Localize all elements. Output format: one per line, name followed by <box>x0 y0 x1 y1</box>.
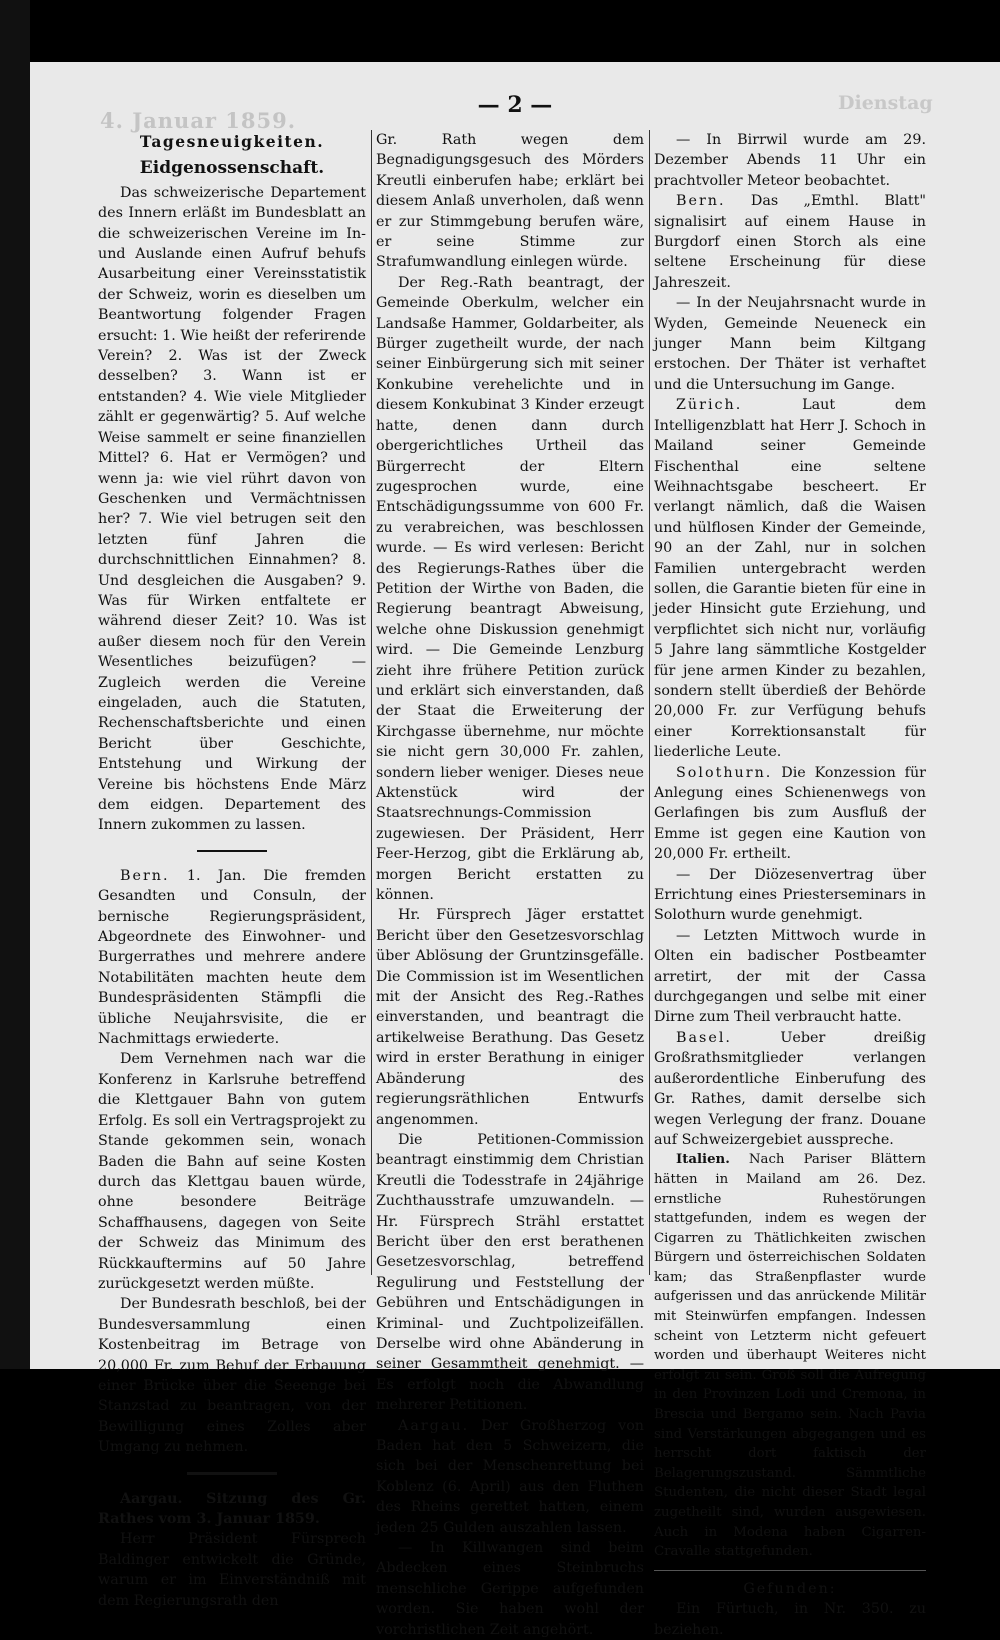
article-birrwil: — In Birrwil wurde am 29. Dezember Abends 11 Uhr ein prachtvoller Meteor beobachtet. <box>654 132 926 189</box>
column-rule-1 <box>371 130 372 1275</box>
article-zuerich <box>654 395 926 762</box>
article-klettgau: Dem Vernehmen nach war die Konferenz in Karlsruhe betreffend die Klettgauer Bahn von gutem Erfolg. Es soll ein Vertragsprojekt zu Stande gekommen sein, wonach Baden die Bahn auf seine Kosten durch das Klettgau bauen würde, ohne besondere Beiträge Schaffhausens, dagegen von Seite der Schweiz das Minimum des Rückkauftermins auf 50 Jahre zurückgesetzt werden müßte. <box>98 1051 366 1292</box>
sitzung-heading: Sitzung des Gr. Rathes vom 3. Januar 1859. <box>98 1490 366 1527</box>
article-text: Laut dem Intelligenzblatt hat Herr J. Schoch in Mailand seiner Gemeinde Fischenthal eine seltene Weihnachtsgabe bescheert. Er verlangt nämlich, daß die Waisen und hülflosen Kinder der Gemeinde, 90 an der Zahl, nur in solchen Familien untergebracht werden sollen, die Garantie bieten für eine in jeder Hinsicht gute Erziehung, und verpflichtet sich nicht nur, vorläufig 5 Jahre lang sämmtliche Kostgelder für jene armen Kinder zu bezahlen, sondern stellt überdieß der Behörde 20,000 Fr. zur Verfügung behufs einer Korrektionsanstalt für liederliche Leute. <box>654 397 927 761</box>
dateline-italien: Italien. <box>676 1152 730 1168</box>
article-aargau-koblenz <box>376 1416 644 1538</box>
dateline-bern-2: Bern. <box>676 193 726 210</box>
dateline-solothurn: Solothurn. <box>676 764 773 781</box>
article-bern-storch <box>654 191 926 293</box>
article-text: Der Großherzog von Baden hat den 5 Schweizern, die sich bei der Menschenrettung bei Koblenz (6. April) aus den Fluthen des Rheins gerettet hatten, einem jeden 25 Gulden auszahlen lassen. <box>376 1417 645 1536</box>
dateline-bern: Bern. <box>120 867 170 884</box>
bleedthrough-date: 4. Januar 1859. <box>100 108 297 133</box>
article-wyden: — In der Neujahrsnacht wurde in Wyden, Gemeinde Neueneck ein junger Mann beim Kiltgang erstochen. Der Thäter ist verhaftet und die Untersuchung im Gange. <box>654 295 926 393</box>
article-italien <box>654 1150 926 1561</box>
article-vereinsstatistik: Das schweizerische Departement des Innern erläßt im Bundesblatt an die schweizerischen Vereine im In- und Auslande einen Aufruf behufs Ausarbeitung einer Vereinsstatistik der Schweiz, worin es dieselben um Beantwortung folgender Fragen ersucht: 1. Wie heißt der referirende Verein? 2. Was ist der Zweck desselben? 3. Wann ist er entstanden? 4. Wie viele Mitglieder zählt er gegenwärtig? 5. Auf welche Weise sammelt er seine finanziellen Mittel? 6. Hat er Vermögen? und wenn ja: wie viel rührt davon von Geschenken und Vermächtnissen her? 7. Wie viel betrugen seit den letzten fünf Jahren die durchschnittlichen Einnahmen? 8. Und desgleichen die Ausgaben? 9. Was für Wirken entfaltete er während dieser Zeit? 10. Was ist außer diesem noch für den Verein Wesentliches beizufügen? — Zugleich werden die Vereine eingeladen, auch die Statuten, Rechenschaftsberichte und einen Bericht über Geschichte, Entstehung und Wirkung der Vereine bis höchstens Ende März dem eidgen. Departement des Innern zukommen zu lassen. <box>98 184 367 834</box>
article-bruecke: Der Bundesrath beschloß, bei der Bundesversammlung einen Kostenbeitrag im Betrage von 20,000 Fr. zum Behuf der Erbauung einer Brücke über die Seeenge bei Stanzstad zu beantragen, von der Bewilligung eines Zolles aber Umgang zu nehmen. <box>98 1296 366 1456</box>
column-1 <box>98 130 366 1611</box>
separator <box>187 1472 277 1475</box>
column-rule-2 <box>649 130 650 1275</box>
article-dioezese: — Der Diözesenvertrag über Errichtung eines Priesterseminars in Solothurn wurde genehmigt. <box>654 866 926 924</box>
article-bern-neujahr <box>98 866 366 1050</box>
article-baldinger: Herr Präsident Fürsprech Baldinger entwickelt die Gründe, warum er im Einverständniß mit dem Regierungsrath den <box>98 1531 366 1609</box>
article-text: Nach Pariser Blättern hätten in Mailand am 26. Dez. ernstliche Ruhestörungen stattgefunden, indem es wegen der Cigarren zu Thätlichkeiten zwischen Bürgern und österreichischen Soldaten kam; das Straßenpflaster wurde aufgerissen und das anrückende Militär mit Steinwürfen empfangen. Indessen scheint von Letzterm nicht gefeuert worden und überhaupt Weiteres nicht erfolgt zu sein. Groß soll die Aufregung in den Provinzen Lodi und Cremona, in Brescia und Bergamo sein. Nach Pavia sind Verstärkungen abgegangen und es herrscht dort faktisch der Belagerungszustand. Sämmtliche Studenten, die nicht dieser Stadt legal zugetheilt sind, wurden ausgewiesen. Auch in Modena haben Cigarren-Cravalle stattgefunden. <box>654 1152 926 1560</box>
found-notice: Ein Fürtuch, in Nr. 350. zu beziehen. <box>654 1601 926 1638</box>
dateline-basel: Basel. <box>676 1029 732 1046</box>
column-2 <box>376 130 644 1640</box>
article-text: 1. Jan. Die fremden Gesandten und Consuln, der bernische Regierungspräsident, Abgeordnete des Einwohner- und Burgerrathes und mehrere andere Notabilitäten machten heute dem Bundespräsidenten Stämpfli die übliche Neujahrsvisite, die er Nachmittags erwiederte. <box>98 867 367 1048</box>
bleedthrough-weekday: Dienstag <box>838 92 933 114</box>
dateline-zuerich: Zürich. <box>676 397 743 414</box>
dateline-aargau: Aargau. <box>120 1490 183 1507</box>
page-edge-shadow <box>0 0 30 1369</box>
dateline-aargau-2: Aargau. <box>398 1417 470 1434</box>
article-solothurn <box>654 763 926 865</box>
article-oberkulm: Der Reg.-Rath beantragt, der Gemeinde Oberkulm, welcher ein Landsaße Hammer, Goldarbeiter, als Bürger zugetheilt wurde, der nach seiner Einbürgerung sich mit seiner Konkubine verehelichte und in diesem Konkubinat 3 Kinder erzeugt hatte, denen dann durch obergerichtliches Urtheil das Bürgerrecht der Eltern zugesprochen wurde, eine Entschädigungssumme von 600 Fr. zu verabreichen, was beschlossen wurde. — Es wird verlesen: Bericht des Regierungs-Rathes über die Petition der Wirthe von Baden, die Regierung beantragt Abweisung, welche ohne Diskussion genehmigt wird. — Die Gemeinde Lenzburg zieht ihre frühere Petition zurück und erklärt sich einverstanden, daß der Staat die Erweiterung der Kirchgasse übernehme, nur möchte sie nicht gern 30,000 Fr. zahlen, sondern lieber weniger. Dieses neue Aktenstück wird der Staatsrechnungs-Commission zugewiesen. Der Präsident, Herr Feer-Herzog, gibt die Erklärung ab, morgen Bericht erstatten zu können. <box>376 274 644 904</box>
classified-section <box>654 1570 926 1640</box>
article-aargau-sitzung <box>98 1489 366 1530</box>
page-number: — 2 — <box>477 92 553 118</box>
subsection-title: Eidgenossenschaft. <box>139 158 325 179</box>
found-heading: Gefunden: <box>743 1580 837 1597</box>
article-basel <box>654 1028 926 1150</box>
article-petitionen: Die Petitionen-Commission beantragt einstimmig dem Christian Kreutli die Todesstrafe in 24jährige Zuchthausstrafe umzuwandeln. — Hr. Fürsprech Strähl erstattet Bericht über den erst berathenen Gesetzesvorschlag, betreffend Regulirung und Feststellung der Gebühren und Entschädigungen in Kriminal- und Zuchtpolizeifällen. Derselbe wird ohne Abänderung in seiner Gesammtheit genehmigt. — Es erfolgt noch die Abwandlung mehrerer Petitionen. <box>376 1131 644 1414</box>
article-olten: — Letzten Mittwoch wurde in Olten ein badischer Postbeamter arretirt, der mit der Cassa durchgegangen und selbe mit einer Dirne zum Theil verbraucht hatte. <box>654 927 926 1026</box>
section-title: Tagesneuigkeiten. <box>139 132 325 151</box>
article-text: Ueber dreißig Großrathsmitglieder verlangen außerordentliche Einberufung des Gr. Rathes, damit derselbe sich wegen Verlegung der franz. Douane auf Schweizergebiet ausspreche. <box>654 1029 927 1148</box>
article-text: Die Konzession für Anlegung eines Schienenwegs von Gerlafingen bis zum Ausfluß der Emme ist gegen eine Kaution von 20,000 Fr. ertheilt. <box>654 764 926 863</box>
article-text: Das „Emthl. Blatt" signalisirt auf einem Hause in Burgdorf einen Storch als eine seltene Erscheinung für diese Jahreszeit. <box>654 193 926 291</box>
column-3 <box>654 130 926 1640</box>
article-killwangen: — In Killwangen sind beim Abdecken eines Steinbruchs menschliche Gerippe aufgefunden worden. Sie haben wohl der vorchristlichen Zeit angehört. <box>376 1540 644 1638</box>
article-begnadigung: Gr. Rath wegen dem Begnadigungsgesuch des Mörders Kreutli einberufen habe; erklärt bei diesem Anlaß unverholen, daß wenn er zur Stimmgebung berufen wäre, er seine Stimme zur Strafumwandlung einlegen würde. <box>376 132 644 271</box>
separator <box>197 850 267 852</box>
article-gruntzins: Hr. Fürsprech Jäger erstattet Bericht über den Gesetzesvorschlag über Ablösung der Gruntzinsgefälle. Die Commission ist im Wesentlichen mit der Ansicht des Reg.-Rathes einverstanden, und beantragt die artikelweise Berathung. Das Gesetz wird in erster Berathung in einiger Abänderung des regierungsräthlichen Entwurfs angenommen. <box>376 907 644 1128</box>
